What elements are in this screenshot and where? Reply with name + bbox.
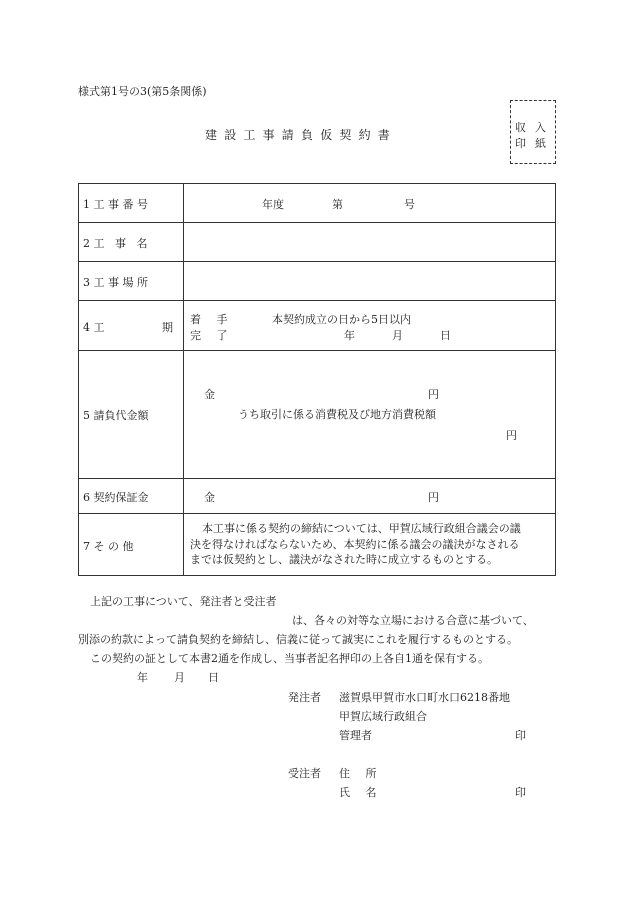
label-cell bbox=[79, 184, 184, 223]
form-number-label: 様式第1号の3(第5条関係) bbox=[78, 85, 207, 98]
row-label: 2 工 事 名 bbox=[83, 237, 148, 250]
orderer-address: 滋賀県甲賀市水口町水口6218番地 bbox=[339, 691, 510, 704]
row-label: 1 工 事 番 号 bbox=[83, 198, 148, 211]
contract-table bbox=[78, 183, 556, 576]
body-paragraph-1-line-2: は、各々の対等な立場における合意に基づいて、 bbox=[292, 614, 534, 627]
revenue-stamp-box bbox=[510, 100, 556, 164]
contractor-label: 受注者 bbox=[288, 767, 321, 780]
row-label: 6 契約保証金 bbox=[83, 491, 149, 504]
tax-yen: 円 bbox=[506, 429, 517, 442]
other-line-3: までは仮契約とし、議決がなされた時に成立するものとする。 bbox=[190, 553, 498, 566]
row-contract-amount bbox=[79, 351, 556, 479]
row-label: 3 工 事 場 所 bbox=[83, 276, 148, 289]
amount-kin: 金 bbox=[204, 388, 215, 401]
body-paragraph-1-line-3: 別添の約款によって請負契約を締結し、信義に従って誠実にこれを履行するものとする。 bbox=[78, 633, 518, 646]
tax-note: うち取引に係る消費税及び地方消費税額 bbox=[238, 408, 436, 421]
start-value: 本契約成立の日から5日以内 bbox=[272, 313, 411, 326]
construction-site-field bbox=[184, 262, 556, 301]
label-cell bbox=[79, 223, 184, 262]
other-line-1: 本工事に係る契約の締結については、甲賀広域行政組合議会の議 bbox=[202, 522, 521, 535]
contractor-address-label: 住 所 bbox=[339, 767, 383, 780]
label-cell bbox=[79, 301, 184, 351]
row-label-end: 期 bbox=[162, 321, 173, 334]
construction-name-field bbox=[184, 223, 556, 262]
row-construction-name bbox=[79, 223, 556, 262]
body-paragraph-2: この契約の証として本書2通を作成し、当事者記名押印の上各自1通を保有する。 bbox=[90, 652, 489, 665]
document-title: 建設工事請負仮契約書 bbox=[205, 128, 398, 142]
orderer-label: 発注者 bbox=[288, 691, 321, 704]
value-cell bbox=[184, 184, 556, 223]
stamp-label-line2: 印紙 bbox=[515, 137, 555, 150]
completion-day: 日 bbox=[440, 329, 451, 342]
value-cell bbox=[184, 514, 556, 576]
value-cell bbox=[184, 479, 556, 514]
row-label: 4 工 bbox=[83, 321, 105, 334]
amount-yen: 円 bbox=[428, 388, 439, 401]
value-cell bbox=[184, 301, 556, 351]
date-year: 年 bbox=[137, 671, 148, 684]
orderer-manager: 管理者 bbox=[339, 729, 372, 742]
row-label: 7 そ の 他 bbox=[83, 540, 134, 553]
fiscal-year-label: 年度 bbox=[262, 198, 284, 211]
row-construction-site bbox=[79, 262, 556, 301]
contractor-name-label: 氏 名 bbox=[339, 786, 383, 799]
orderer-organization: 甲賀広域行政組合 bbox=[339, 710, 427, 723]
contractor-seal: 印 bbox=[515, 786, 526, 799]
completion-year: 年 bbox=[344, 329, 355, 342]
value-cell bbox=[184, 351, 556, 479]
orderer-seal: 印 bbox=[515, 729, 526, 742]
dai-label: 第 bbox=[332, 198, 343, 211]
row-label: 5 請負代金額 bbox=[83, 409, 149, 422]
row-contract-guarantee bbox=[79, 479, 556, 514]
row-other bbox=[79, 514, 556, 576]
go-label: 号 bbox=[404, 198, 415, 211]
row-period bbox=[79, 301, 556, 351]
start-label: 着 手 bbox=[190, 313, 234, 326]
guarantee-yen: 円 bbox=[428, 491, 439, 504]
label-cell bbox=[79, 514, 184, 576]
other-line-2: 決を得なければならないため、本契約に係る議会の議決がなされる bbox=[190, 537, 520, 551]
completion-label: 完 了 bbox=[190, 329, 234, 342]
date-month: 月 bbox=[174, 671, 185, 684]
date-day: 日 bbox=[208, 671, 219, 684]
completion-month: 月 bbox=[392, 329, 403, 342]
body-paragraph-1-line-1: 上記の工事について、発注者と受注者 bbox=[90, 595, 277, 608]
label-cell bbox=[79, 479, 184, 514]
row-construction-number bbox=[79, 184, 556, 223]
label-cell bbox=[79, 262, 184, 301]
label-cell bbox=[79, 351, 184, 479]
stamp-label-line1: 収入 bbox=[515, 121, 555, 134]
guarantee-kin: 金 bbox=[204, 491, 215, 504]
